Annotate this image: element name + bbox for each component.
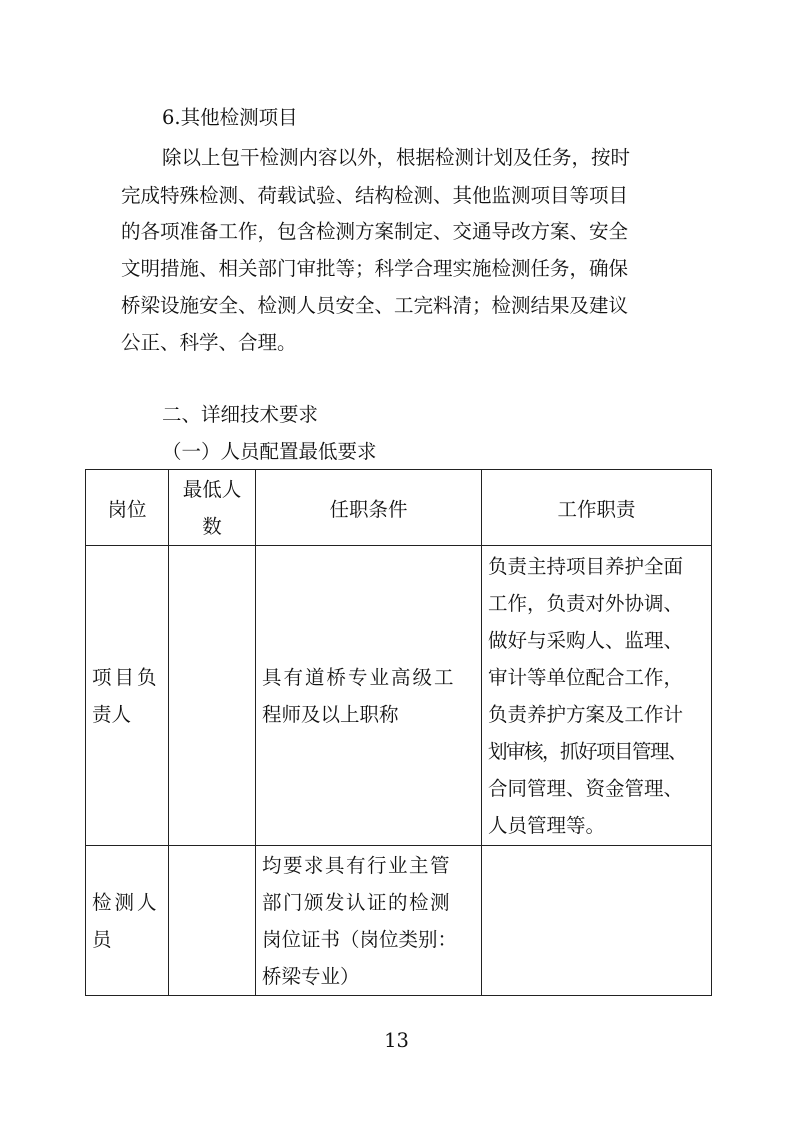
staffing-table [85, 469, 712, 996]
paragraph-line: 文明措施、相关部门审批等；科学合理实施检测任务，确保 [121, 257, 629, 280]
section-heading: 二、详细技术要求 [162, 403, 319, 426]
paragraph-line: 的各项准备工作，包含检测方案制定、交通导改方案、安全 [121, 220, 629, 243]
paragraph-line: 除以上包干检测内容以外，根据检测计划及任务，按时 [162, 146, 631, 169]
subsection-heading: （一）人员配置最低要求 [162, 440, 377, 463]
header-min-count: 最低人 数 [169, 470, 256, 546]
paragraph-line: 公正、科学、合理。 [121, 331, 297, 354]
post-cell: 检测人 员 [86, 846, 169, 996]
section-heading: 6.其他检测项目 [162, 106, 298, 129]
table-row [86, 546, 712, 846]
conditions-cell: 均要求具有行业主管 部门颁发认证的检测 岗位证书（岗位类别： 桥梁专业） [256, 846, 482, 996]
duties-cell [482, 846, 712, 996]
min-count-cell [169, 546, 256, 846]
table-row [86, 846, 712, 996]
post-cell: 项目负 责人 [86, 546, 169, 846]
table-header-row [86, 470, 712, 546]
duties-cell: 负责主持项目养护全面 工作，负责对外协调、 做好与采购人、监理、 审计等单位配合工作， 负责养护方案及工作计 划审核，抓好项目管理、 合同管理、资金管理、 人员管理等。 [482, 546, 712, 846]
paragraph-line: 完成特殊检测、荷载试验、结构检测、其他监测项目等项目 [121, 184, 629, 207]
conditions-cell: 具有道桥专业高级工 程师及以上职称 [256, 546, 482, 846]
min-count-cell [169, 846, 256, 996]
header-duties: 工作职责 [482, 470, 712, 546]
page-number: 13 [384, 1029, 409, 1052]
header-conditions: 任职条件 [256, 470, 482, 546]
paragraph-line: 桥梁设施安全、检测人员安全、工完料清；检测结果及建议 [121, 294, 629, 317]
header-post: 岗位 [86, 470, 169, 546]
